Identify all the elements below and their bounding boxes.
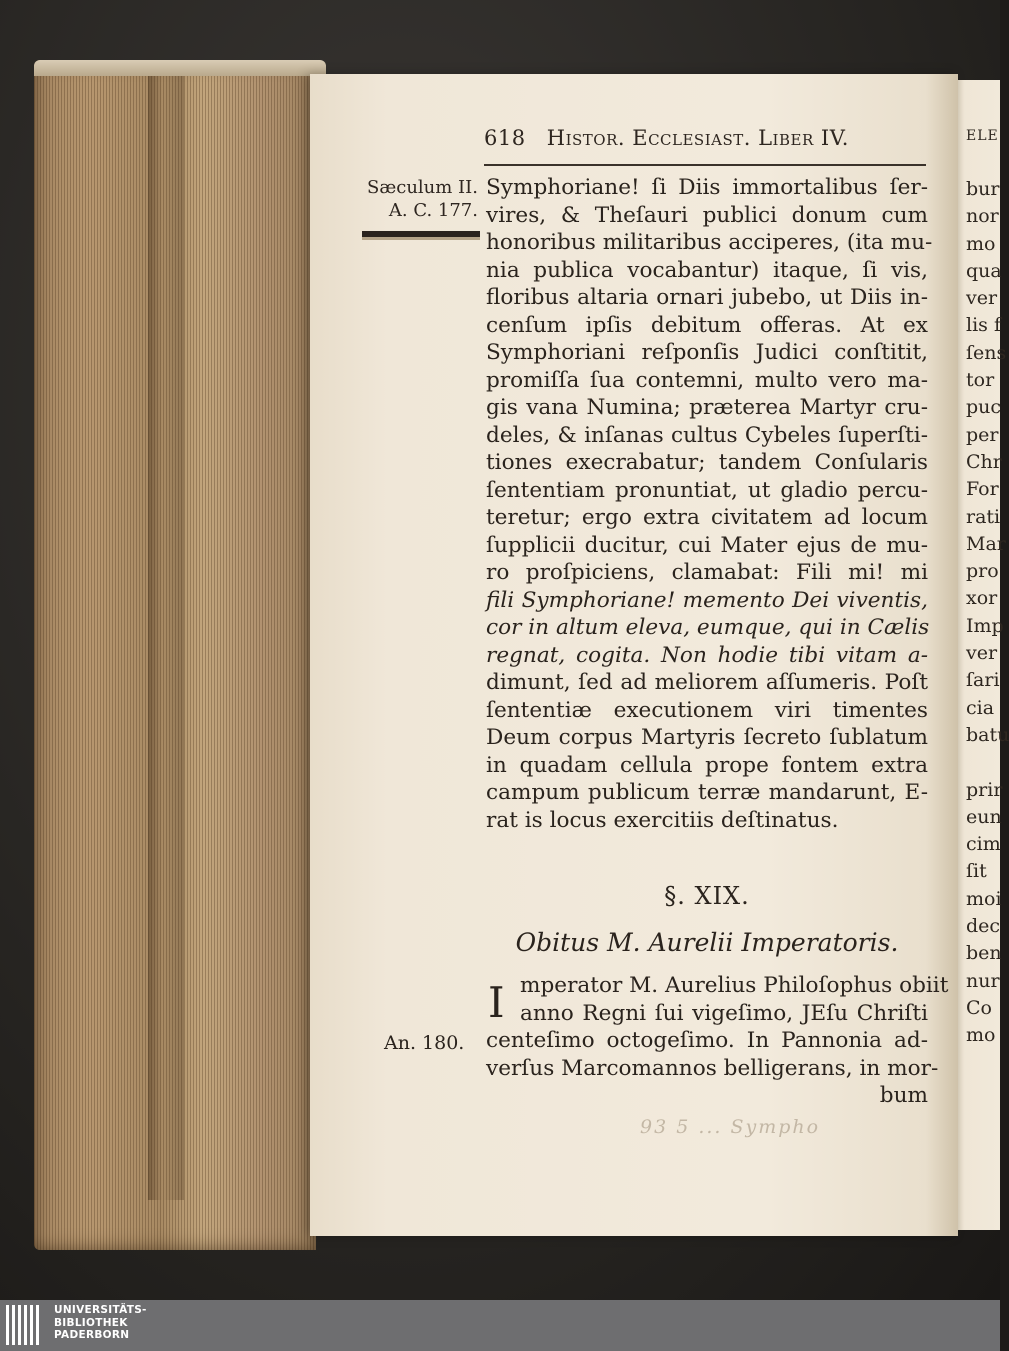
text-line: verſus Marcomannos belligerans, in mor- <box>486 1055 939 1081</box>
text-line: mperator M. Aurelius Philoſophus obiit <box>520 973 949 998</box>
facing-page-line: prir <box>966 778 1003 801</box>
text-line: cor in altum eleva, eumque, qui in Cælis <box>486 615 930 640</box>
paragraph-section-19 <box>486 972 949 1110</box>
text-line: campum publicum terræ mandarunt, E- <box>486 780 928 805</box>
facing-page-line: per <box>966 423 999 446</box>
logo-bar <box>12 1305 15 1345</box>
facing-page-line: Co <box>966 996 992 1019</box>
text-line: floribus altaria ornari jubebo, ut Diis in- <box>486 285 928 310</box>
facing-page-line: cim <box>966 833 1001 856</box>
facing-page-line: bur <box>966 178 1000 200</box>
logo-bar <box>18 1305 21 1345</box>
facing-page-line: dec <box>966 915 1001 938</box>
text-line: vires, & Theſauri publici donum cum <box>486 202 928 228</box>
text-line: regnat, cogita. Non hodie tibi vitam a- <box>486 642 928 668</box>
facing-page-line: tor <box>966 369 995 392</box>
facing-page-line: Mar <box>966 532 1006 555</box>
facing-page-line: Chr <box>966 450 1002 473</box>
catchword: bum <box>879 1083 928 1108</box>
library-name-line-1: UNIVERSITÄTS- <box>54 1304 147 1316</box>
fore-edge-shadow <box>148 66 184 1200</box>
margin-note-year: An. 180. <box>384 1032 465 1054</box>
text-line: honoribus militaribus acciperes, (ita mu- <box>486 230 933 255</box>
running-head <box>484 126 928 160</box>
book-cover-top <box>34 60 326 76</box>
facing-page-line: xor <box>966 587 998 610</box>
facing-page-line: puc <box>966 396 1002 419</box>
text-line: teretur; ergo extra civitatem ad locum <box>486 505 928 530</box>
text-line: promiſſa ſua contemni, multo vero ma- <box>486 367 928 393</box>
text-line: rat is locus exercitiis deſtinatus. <box>486 807 839 833</box>
facing-page-line: ver <box>966 642 998 665</box>
facing-page-line: rati <box>966 505 1001 528</box>
logo-bar <box>6 1305 9 1345</box>
margin-note-anno: A. C. 177. <box>388 200 478 221</box>
text-line: nia publica vocabantur) itaque, ſi vis, <box>486 257 928 283</box>
facing-page-line: lis f <box>966 314 1001 337</box>
facing-page-header: ELE <box>966 128 999 144</box>
pencil-annotation: 93 5 ... Sympho <box>640 1116 821 1138</box>
logo-bar <box>30 1305 33 1345</box>
library-logo-icon <box>6 1305 46 1345</box>
facing-page-line: ver <box>966 287 998 310</box>
text-line: in quadam cellula prope fontem extra <box>486 752 928 778</box>
facing-page-line: ſari <box>966 669 1000 692</box>
header-rule <box>484 164 926 166</box>
facing-page-line: Imp <box>966 614 1004 637</box>
text-line: ſententiæ executionem viri timentes <box>486 697 928 723</box>
facing-page-line: cia <box>966 696 995 719</box>
text-line: centeſimo octogeſimo. In Pannonia ad- <box>486 1028 928 1053</box>
text-line: ſententiam pronuntiat, ut gladio percu- <box>486 477 928 503</box>
library-name <box>54 1304 147 1342</box>
facing-page-line: For <box>966 478 999 501</box>
paragraph-body <box>486 174 933 834</box>
facing-page-line: ben <box>966 942 1002 965</box>
facing-page-line: nor <box>966 205 999 228</box>
text-line: Symphoriane! ſi Diis immortalibus ſer- <box>486 175 928 200</box>
text-line: fili Symphoriane! memento Dei viventis, <box>486 587 928 613</box>
text-line: ſupplicii ducitur, cui Mater ejus de mu- <box>486 532 928 558</box>
facing-page-line: moi <box>966 887 1002 910</box>
facing-page-line: mo <box>966 232 996 255</box>
facing-page-line: mo <box>966 1024 996 1047</box>
logo-bar <box>24 1305 27 1345</box>
library-name-line-3: PADERBORN <box>54 1329 130 1341</box>
text-line: ro proſpiciens, clamabat: Fili mi! mi <box>486 560 928 585</box>
text-line: cenſum ipſis debitum offeras. At ex <box>486 312 928 338</box>
margin-note-saeculum: Sæculum II. <box>366 177 478 198</box>
margin-note-century <box>330 176 478 222</box>
facing-page-line: qua <box>966 259 1002 282</box>
facing-page-line: ſens <box>966 341 1007 364</box>
facing-page-line: ſit <box>966 860 987 883</box>
library-footer <box>0 1300 1000 1351</box>
running-title: Histor. Ecclesiast. Liber IV. <box>546 126 849 150</box>
facing-page-line: nur <box>966 969 1000 992</box>
logo-bar <box>36 1305 39 1345</box>
text-line: deles, & inſanas cultus Cybeles ſuperſti- <box>486 422 928 448</box>
margin-bar <box>362 231 480 240</box>
library-name-line-2: BIBLIOTHEK <box>54 1316 128 1329</box>
text-line: Deum corpus Martyris ſecreto ſublatum <box>486 725 928 750</box>
text-line: tiones execrabatur; tandem Conſularis <box>486 450 928 475</box>
facing-page-line <box>966 749 1006 776</box>
text-line: gis vana Numina; præterea Martyr cru- <box>486 395 928 420</box>
page-number: 618 <box>484 126 526 150</box>
drop-cap: I <box>488 978 505 1027</box>
facing-page-text <box>966 176 1009 1050</box>
text-line: dimunt, ſed ad meliorem aſſumeris. Poſt <box>486 670 928 695</box>
text-line: anno Regni ſui vigeſimo, JEſu Chriſti <box>520 1000 928 1026</box>
text-line: Symphoriani reſponſis Judici conſtitit, <box>486 340 928 365</box>
facing-page-line: pro <box>966 560 999 583</box>
section-number: §. XIX. <box>664 882 750 910</box>
section-title: Obitus M. Aurelii Imperatoris. <box>515 928 899 957</box>
facing-page-line: batu <box>966 723 1009 746</box>
facing-page-line: eun <box>966 805 1002 828</box>
